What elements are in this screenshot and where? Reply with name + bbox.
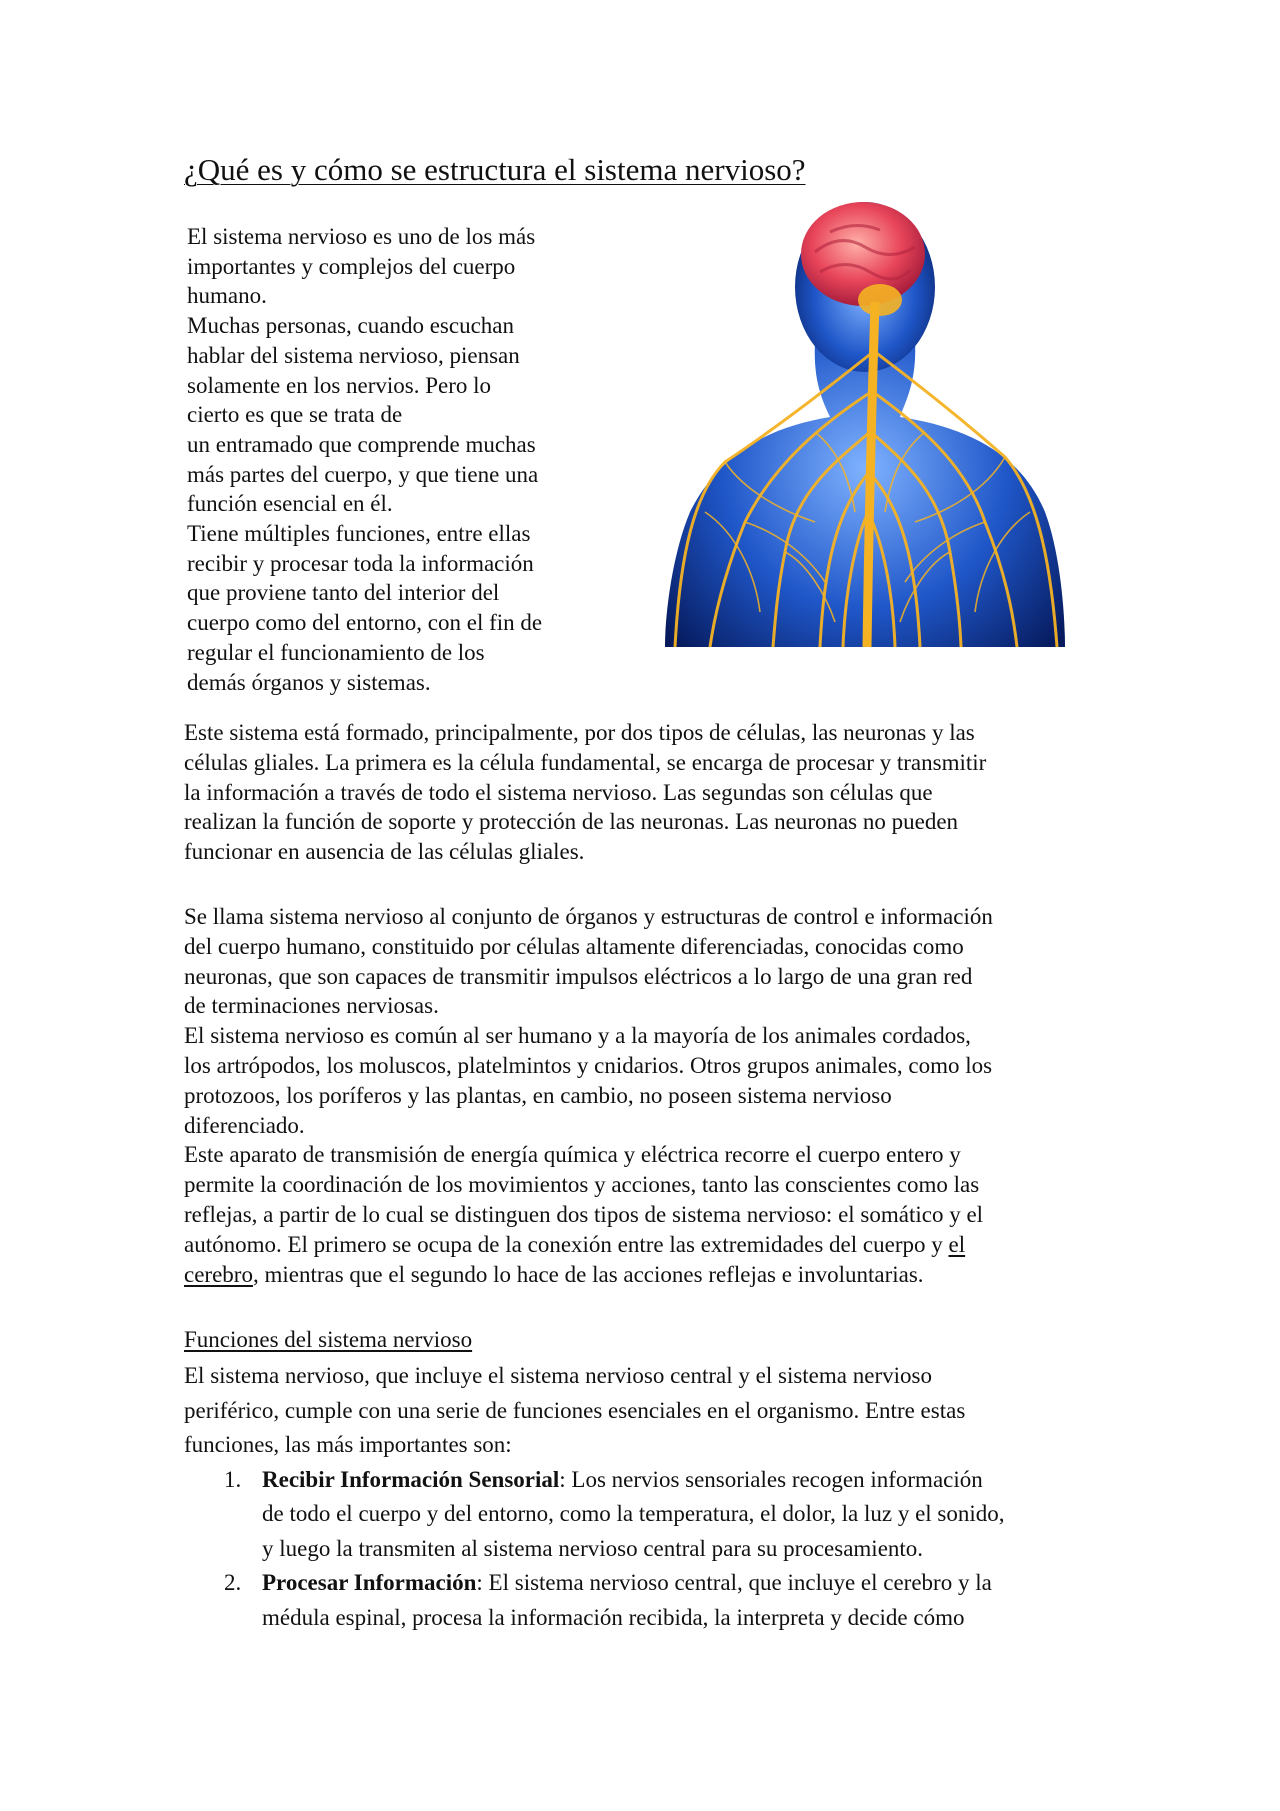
- paragraph-line: Este sistema está formado, principalmente, por dos tipos de células, las neuronas y las: [184, 720, 975, 745]
- paragraph-line: Este aparato de transmisión de energía química y eléctrica recorre el cuerpo entero y: [184, 1142, 961, 1168]
- item-term: Procesar Información: [262, 1570, 477, 1595]
- intro-line: recibir y procesar toda la información: [187, 550, 534, 576]
- intro-line: importantes y complejos del cuerpo: [187, 253, 516, 279]
- lead-line: periférico, cumple con una serie de funciones esenciales en el organismo. Entre estas: [184, 1397, 966, 1423]
- intro-line: regular el funcionamiento de los: [187, 639, 485, 665]
- paragraph-definition: [184, 902, 1104, 1289]
- paragraph-line: Se llama sistema nervioso al conjunto de órganos y estructuras de control e información: [184, 904, 993, 929]
- item-text: : El sistema nervioso central, que incluye el cerebro y la: [476, 1570, 992, 1595]
- list-item: [184, 1566, 1104, 1635]
- el-link[interactable]: el: [948, 1231, 966, 1257]
- intro-text: [187, 222, 607, 697]
- paragraph-line: diferenciado.: [184, 1112, 305, 1138]
- section-lead: [184, 1359, 1104, 1463]
- item-text: de todo el cuerpo y del entorno, como la temperatura, el dolor, la luz y el sonido,: [262, 1501, 1005, 1526]
- paragraph-line-text: , mientras que el segundo lo hace de las acciones reflejas e involuntarias.: [252, 1261, 924, 1287]
- item-text: : Los nervios sensoriales recogen información: [559, 1466, 983, 1492]
- paragraph-line: [184, 1260, 1104, 1290]
- item-text: médula espinal, procesa la información recibida, la interpreta y decide cómo: [262, 1604, 965, 1630]
- list-number: 1.: [224, 1466, 242, 1492]
- paragraph-line: del cuerpo humano, constituido por células altamente diferenciadas, conocidas como: [184, 933, 964, 959]
- section-heading: Funciones del sistema nervioso: [184, 1327, 473, 1352]
- intro-line: función esencial en él.: [187, 491, 393, 517]
- nervous-system-illustration-icon: [665, 192, 1065, 647]
- intro-line: más partes del cuerpo, y que tiene una: [187, 461, 539, 487]
- list-item: [184, 1463, 1104, 1567]
- paragraph-line: El sistema nervioso es común al ser humano y a la mayoría de los animales cordados,: [184, 1023, 971, 1049]
- paragraph-line: protozoos, los poríferos y las plantas, en cambio, no poseen sistema nervioso: [184, 1082, 892, 1108]
- intro-line: Tiene múltiples funciones, entre ellas: [187, 521, 531, 547]
- list-number: 2.: [224, 1570, 242, 1595]
- intro-line: que proviene tanto del interior del: [187, 580, 500, 606]
- cerebro-link[interactable]: cerebro: [184, 1261, 253, 1287]
- intro-line: El sistema nervioso es uno de los más: [187, 224, 536, 249]
- functions-list: [184, 1463, 1104, 1636]
- lead-line: El sistema nervioso, que incluye el sistema nervioso central y el sistema nervioso: [184, 1363, 932, 1388]
- paragraph-cells: [184, 718, 1104, 867]
- paragraph-line: de terminaciones nerviosas.: [184, 993, 439, 1019]
- intro-line: solamente en los nervios. Pero lo: [187, 372, 492, 398]
- intro-line: demás órganos y sistemas.: [187, 669, 431, 695]
- paragraph-line: neuronas, que son capaces de transmitir impulsos eléctricos a lo largo de una gran red: [184, 963, 973, 989]
- paragraph-line: funcionar en ausencia de las células gliales.: [184, 839, 585, 865]
- intro-line: cierto es que se trata de: [187, 402, 403, 428]
- paragraph-line: los artrópodos, los moluscos, platelmintos y cnidarios. Otros grupos animales, como los: [184, 1052, 993, 1078]
- paragraph-line: [184, 1230, 1104, 1260]
- intro-line: hablar del sistema nervioso, piensan: [187, 342, 520, 368]
- lead-line: funciones, las más importantes son:: [184, 1432, 512, 1457]
- item-text: y luego la transmiten al sistema nervioso central para su procesamiento.: [262, 1535, 924, 1561]
- paragraph-line: realizan la función de soporte y protección de las neuronas. Las neuronas no pueden: [184, 809, 959, 835]
- item-term: Recibir Información Sensorial: [262, 1466, 560, 1492]
- paragraph-line: permite la coordinación de los movimientos y acciones, tanto las conscientes como las: [184, 1172, 980, 1198]
- intro-line: humano.: [187, 283, 267, 309]
- functions-section: [184, 1325, 1104, 1635]
- intro-line: cuerpo como del entorno, con el fin de: [187, 610, 543, 636]
- paragraph-line: reflejas, a partir de lo cual se distinguen dos tipos de sistema nervioso: el somático y el: [184, 1201, 984, 1227]
- intro-line: Muchas personas, cuando escuchan: [187, 313, 514, 339]
- paragraph-line-text: autónomo. El primero se ocupa de la conexión entre las extremidades del cuerpo y: [184, 1231, 943, 1257]
- paragraph-line: la información a través de todo el sistema nervioso. Las segundas son células que: [184, 779, 933, 805]
- paragraph-line: células gliales. La primera es la célula fundamental, se encarga de procesar y transmitir: [184, 749, 987, 775]
- page-title: ¿Qué es y cómo se estructura el sistema nervioso?: [184, 152, 806, 187]
- intro-line: un entramado que comprende muchas: [187, 431, 536, 457]
